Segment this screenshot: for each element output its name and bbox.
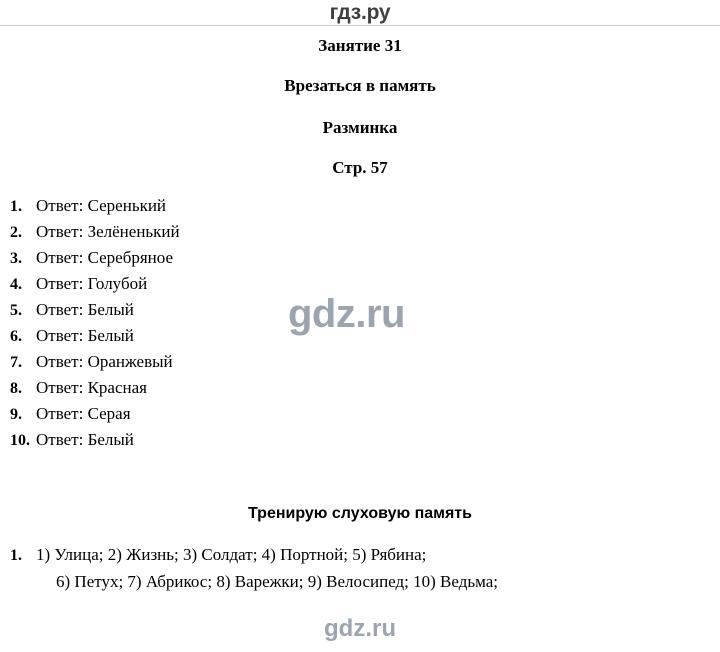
list-item-number: 1.	[10, 198, 22, 215]
list-item-number: 5.	[10, 302, 22, 319]
list-item	[10, 378, 430, 404]
watermark-footer: gdz.ru	[324, 615, 396, 642]
list-item-number: 7.	[10, 354, 22, 371]
list-item-text: Ответ: Красная	[36, 378, 147, 397]
list-item	[10, 404, 430, 430]
list-item-text: Ответ: Серая	[36, 404, 131, 423]
page-reference: Стр. 57	[332, 158, 388, 177]
section-heading-auditory-memory: Тренирую слуховую память	[248, 505, 472, 522]
list-item-text: Ответ: Белый	[36, 430, 134, 449]
header-divider	[0, 25, 720, 26]
list-item-number: 3.	[10, 250, 22, 267]
wordlist-line-2: 6) Петух; 7) Абрикос; 8) Варежки; 9) Велосипед; 10) Ведьма;	[56, 572, 499, 591]
list-item-text: Ответ: Серебряное	[36, 248, 174, 267]
list-item	[10, 352, 430, 378]
list-item-number: 2.	[10, 224, 22, 241]
list-item-text: Ответ: Оранжевый	[36, 352, 173, 371]
lesson-title: Врезаться в память	[284, 76, 436, 95]
list-item-text: Ответ: Голубой	[36, 274, 148, 293]
wordlist-exercise	[10, 545, 710, 599]
list-item	[10, 222, 430, 248]
section-heading-warmup: Разминка	[322, 118, 398, 137]
lesson-heading: Занятие 31	[318, 36, 402, 55]
list-item-number: 6.	[10, 328, 22, 345]
list-item-number: 4.	[10, 276, 22, 293]
list-item-number: 9.	[10, 406, 22, 423]
list-item	[10, 545, 710, 599]
list-item-number: 10.	[10, 432, 30, 449]
site-logo-header	[0, 0, 720, 26]
list-item-number: 8.	[10, 380, 22, 397]
list-item-text: Ответ: Белый	[36, 326, 134, 345]
list-item	[10, 196, 430, 222]
watermark-text: gdz.ru	[288, 292, 405, 336]
list-item	[10, 430, 430, 456]
site-logo-text: гдз.ру	[329, 1, 391, 24]
list-item	[10, 248, 430, 274]
list-item-text: Ответ: Серенький	[36, 196, 167, 215]
list-item-number: 1.	[10, 547, 22, 564]
list-item-text: Ответ: Зелёненький	[36, 222, 180, 241]
wordlist-lines	[36, 545, 710, 599]
list-item-text: Ответ: Белый	[36, 300, 134, 319]
wordlist-line-1: 1) Улица; 2) Жизнь; 3) Солдат; 4) Портной; 5) Рябина;	[36, 545, 427, 564]
